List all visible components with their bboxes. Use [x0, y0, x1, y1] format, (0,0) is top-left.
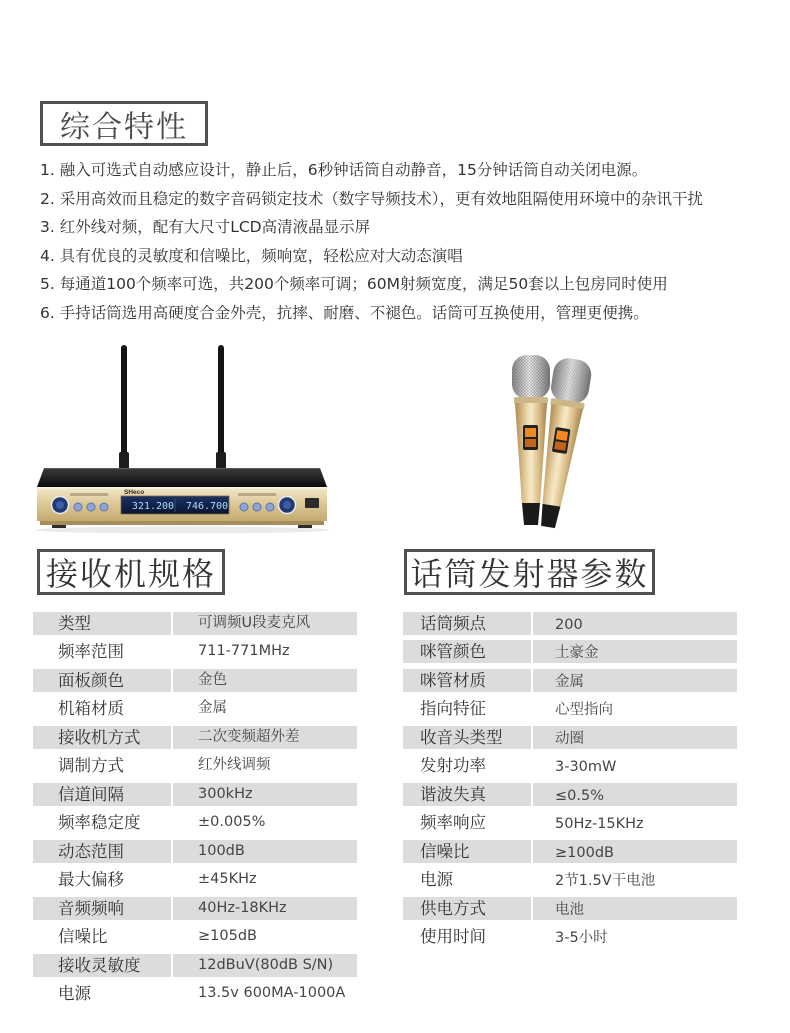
spec-value: 动圈	[533, 726, 737, 749]
spec-value: 12dBuV(80dB S/N)	[173, 954, 357, 977]
spec-label: 最大偏移	[58, 870, 124, 890]
spec-label: 频率范围	[58, 642, 124, 662]
spec-value: ≥105dB	[198, 928, 257, 945]
spec-row	[33, 809, 357, 838]
spec-label: 咪管颜色	[403, 640, 531, 663]
spec-label: 接收灵敏度	[33, 954, 171, 977]
spec-value: 40Hz-18KHz	[173, 897, 357, 920]
power-switch	[305, 498, 319, 508]
spec-row	[33, 666, 357, 695]
mic-end-cap	[522, 503, 540, 525]
spec-label: 机箱材质	[58, 699, 124, 719]
spec-label: 收音头类型	[403, 726, 531, 749]
spec-label: 调制方式	[58, 756, 124, 776]
spec-label: 话筒频点	[403, 612, 531, 635]
spec-label: 频率响应	[420, 813, 486, 833]
spec-value: ±0.005%	[198, 814, 266, 831]
spec-row	[403, 666, 737, 695]
spec-row	[403, 752, 737, 781]
spec-value: 2节1.5V干电池	[555, 873, 656, 890]
mic-end-cap	[539, 504, 560, 529]
spec-label: 频率稳定度	[58, 813, 141, 833]
spec-row	[33, 894, 357, 923]
spec-row	[33, 923, 357, 952]
spec-value: 心型指向	[555, 702, 613, 719]
spec-row	[403, 866, 737, 895]
feature-item: 3. 红外线对频，配有大尺寸LCD高清液晶显示屏	[40, 218, 371, 236]
spec-label: 指向特征	[420, 699, 486, 719]
volume-knob-left	[52, 497, 69, 514]
spec-label: 信噪比	[58, 927, 108, 947]
spec-row	[33, 780, 357, 809]
spec-label: 动态范围	[33, 840, 171, 863]
receiver-top	[37, 468, 327, 487]
spec-value: 可调频U段麦克风	[173, 612, 357, 635]
spec-value: 300kHz	[173, 783, 357, 806]
spec-row	[403, 638, 737, 667]
spec-value: 13.5v 600MA-1000A	[198, 985, 346, 1002]
spec-value: 金色	[173, 669, 357, 692]
spec-value: 红外线调频	[198, 757, 271, 774]
spec-label: 谐波失真	[403, 783, 531, 806]
spec-label: 信道间隔	[33, 783, 171, 806]
lcd-frequency-left: 321.200	[131, 501, 175, 512]
spec-row	[33, 837, 357, 866]
spec-label: 接收机方式	[33, 726, 171, 749]
lcd-display	[121, 496, 229, 514]
spec-value: 二次变频超外差	[173, 726, 357, 749]
receiver-spec-table	[33, 609, 357, 1008]
feature-item: 1. 融入可选式自动感应设计，静止后，6秒钟话筒自动静音，15分钟话筒自动关闭电源。	[40, 161, 648, 179]
spec-label: 使用时间	[420, 927, 486, 947]
antenna-left	[119, 345, 129, 469]
feature-item: 5. 每通道100个频率可选，共200个频率可调；60M射频宽度，满足50套以上包房同时使用	[40, 275, 668, 293]
features-title: 综合特性	[40, 101, 208, 146]
features-list	[40, 156, 703, 327]
spec-row	[403, 923, 737, 952]
spec-value: 电池	[533, 897, 737, 920]
spec-row	[403, 609, 737, 638]
feature-item: 2. 采用高效而且稳定的数字音码锁定技术（数字导频技术），更有效地阻隔使用环境中的杂讯干扰	[40, 189, 703, 208]
spec-row	[403, 894, 737, 923]
mic-display	[523, 425, 538, 450]
spec-row	[33, 638, 357, 667]
antenna-right	[216, 345, 226, 469]
feature-item: 6. 手持话筒选用高硬度合金外壳，抗摔、耐磨、不褪色。话筒可互换使用，管理更便携。	[40, 303, 649, 322]
spec-row	[33, 951, 357, 980]
receiver-image	[34, 345, 330, 534]
mic-handle	[515, 403, 547, 505]
spec-label: 信噪比	[403, 840, 531, 863]
spec-value: 100dB	[173, 840, 357, 863]
microphone-specs-title: 话筒发射器参数	[404, 549, 655, 595]
spec-value: 711-771MHz	[198, 643, 290, 660]
spec-row	[403, 837, 737, 866]
spec-value: 金属	[198, 700, 227, 717]
spec-value: ≤0.5%	[533, 783, 737, 806]
volume-knob-right	[279, 497, 296, 514]
spec-label: 咪管材质	[403, 669, 531, 692]
spec-row	[403, 695, 737, 724]
receiver-specs-title: 接收机规格	[37, 549, 225, 595]
spec-label: 供电方式	[403, 897, 531, 920]
spec-row	[403, 809, 737, 838]
spec-value: 50Hz-15KHz	[555, 816, 644, 833]
spec-label: 电源	[58, 984, 91, 1004]
spec-row	[33, 866, 357, 895]
spec-label: 面板颜色	[33, 669, 171, 692]
spec-value: 200	[533, 612, 737, 635]
spec-row	[403, 780, 737, 809]
spec-row	[33, 752, 357, 781]
lcd-frequency-right: 746.700	[185, 501, 229, 512]
spec-value: 土豪金	[533, 640, 737, 663]
spec-row	[33, 723, 357, 752]
spec-label: 发射功率	[420, 756, 486, 776]
spec-label: 电源	[420, 870, 453, 890]
product-photos	[0, 330, 790, 540]
spec-row	[33, 980, 357, 1009]
spec-label: 类型	[33, 612, 171, 635]
spec-value: 3-30mW	[555, 759, 617, 776]
spec-value: ±45KHz	[198, 871, 257, 888]
spec-row	[403, 723, 737, 752]
spec-value: 金属	[533, 669, 737, 692]
spec-row	[33, 609, 357, 638]
spec-row	[33, 695, 357, 724]
spec-label: 音频频响	[33, 897, 171, 920]
feature-item: 4. 具有优良的灵敏度和信噪比，频响宽，轻松应对大动态演唱	[40, 246, 463, 265]
brand-logo: SHeco	[124, 489, 145, 496]
spec-value: ≥100dB	[533, 840, 737, 863]
microphone-spec-table	[403, 609, 737, 951]
spec-value: 3-5小时	[555, 930, 608, 947]
